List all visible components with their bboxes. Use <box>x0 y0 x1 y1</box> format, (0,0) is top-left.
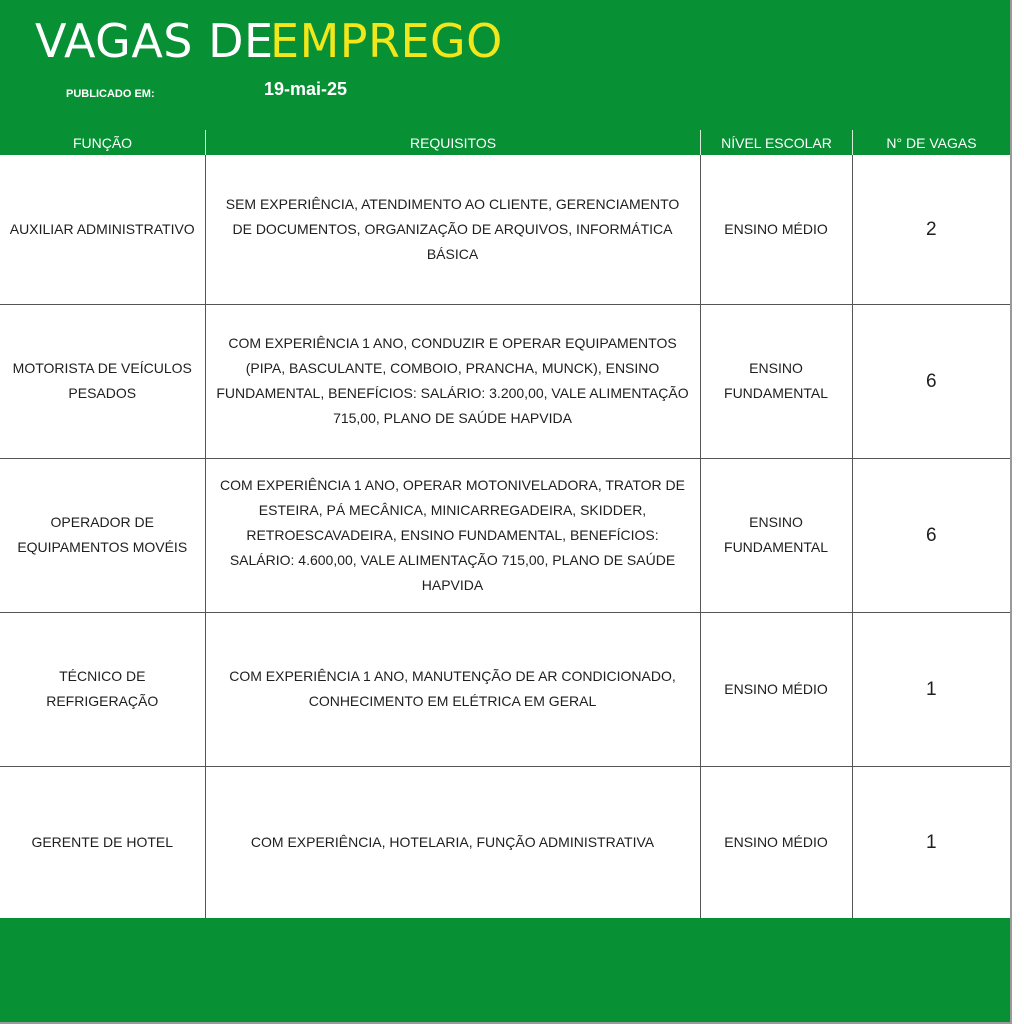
job-requisitos: SEM EXPERIÊNCIA, ATENDIMENTO AO CLIENTE, GERENCIAMENTO DE DOCUMENTOS, ORGANIZAÇÃO DE ARQUIVOS, INFORMÁTICA BÁSICA <box>205 155 700 304</box>
job-nivel-escolar: ENSINO FUNDAMENTAL <box>700 304 852 458</box>
column-header-nivel-escolar: NÍVEL ESCOLAR <box>700 130 852 155</box>
job-nivel-escolar: ENSINO MÉDIO <box>700 612 852 766</box>
job-funcao: OPERADOR DE EQUIPAMENTOS MOVÉIS <box>0 458 205 612</box>
table-row <box>0 766 1010 918</box>
title-emprego: EMPREGO <box>270 14 503 68</box>
column-header-requisitos: REQUISITOS <box>205 130 700 155</box>
job-funcao: TÉCNICO DE REFRIGERAÇÃO <box>0 612 205 766</box>
table-row <box>0 155 1010 304</box>
column-header-funcao: FUNÇÃO <box>0 130 205 155</box>
job-vagas: 1 <box>852 766 1010 918</box>
footer-banner <box>0 918 1010 1022</box>
job-funcao: AUXILIAR ADMINISTRATIVO <box>0 155 205 304</box>
job-requisitos: COM EXPERIÊNCIA, HOTELARIA, FUNÇÃO ADMINISTRATIVA <box>205 766 700 918</box>
published-date: 19-mai-25 <box>264 79 348 99</box>
table-row <box>0 304 1010 458</box>
jobs-table <box>0 155 1010 919</box>
job-vagas: 1 <box>852 612 1010 766</box>
column-header-vagas: N° DE VAGAS <box>852 130 1010 155</box>
job-vagas: 2 <box>852 155 1010 304</box>
header-banner <box>0 0 1010 130</box>
job-funcao: GERENTE DE HOTEL <box>0 766 205 918</box>
table-row <box>0 458 1010 612</box>
job-requisitos: COM EXPERIÊNCIA 1 ANO, OPERAR MOTONIVELADORA, TRATOR DE ESTEIRA, PÁ MECÂNICA, MINICARREGADEIRA, SKIDDER, RETROESCAVADEIRA, ENSINO FUNDAMENTAL, BENEFÍCIOS: SALÁRIO: 4.600,00, VALE ALIMENTAÇÃO 715,00, PLANO DE SAÚDE HAPVIDA <box>205 458 700 612</box>
title-vagas-de: VAGAS DE <box>35 14 274 68</box>
job-nivel-escolar: ENSINO MÉDIO <box>700 155 852 304</box>
published-label: PUBLICADO EM: <box>66 88 155 100</box>
job-nivel-escolar: ENSINO FUNDAMENTAL <box>700 458 852 612</box>
job-funcao: MOTORISTA DE VEÍCULOS PESADOS <box>0 304 205 458</box>
job-nivel-escolar: ENSINO MÉDIO <box>700 766 852 918</box>
job-requisitos: COM EXPERIÊNCIA 1 ANO, CONDUZIR E OPERAR EQUIPAMENTOS (PIPA, BASCULANTE, COMBOIO, PRANCHA, MUNCK), ENSINO FUNDAMENTAL, BENEFÍCIOS: SALÁRIO: 3.200,00, VALE ALIMENTAÇÃO 715,00, PLANO DE SAÚDE HAPVIDA <box>205 304 700 458</box>
job-requisitos: COM EXPERIÊNCIA 1 ANO, MANUTENÇÃO DE AR CONDICIONADO, CONHECIMENTO EM ELÉTRICA EM GERAL <box>205 612 700 766</box>
table-row <box>0 612 1010 766</box>
job-vagas: 6 <box>852 458 1010 612</box>
job-vagas: 6 <box>852 304 1010 458</box>
